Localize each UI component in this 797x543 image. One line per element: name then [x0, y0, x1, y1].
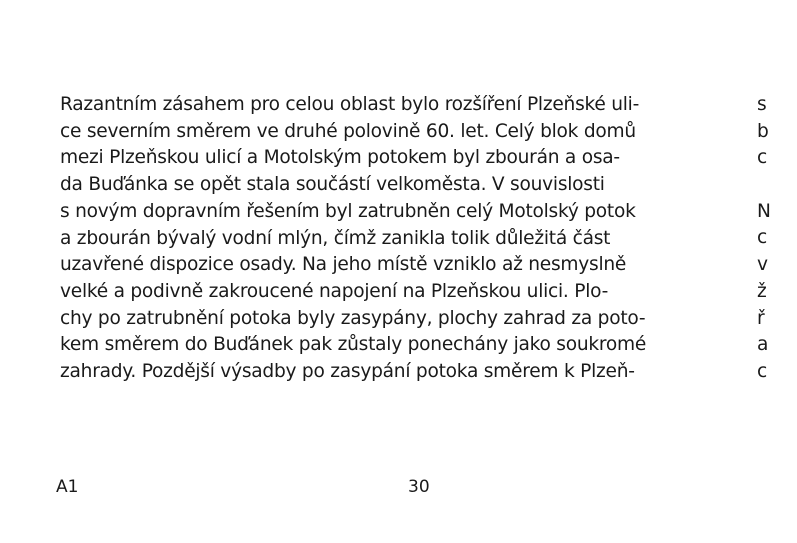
text-line: s novým dopravním řešením byl zatrubněn celý Motolský potok [60, 200, 636, 222]
fragment-line: v [757, 254, 769, 276]
section-label: A1 [56, 477, 79, 497]
fragment-line: ř [757, 307, 765, 329]
page-number: 30 [408, 477, 430, 497]
fragment-line: c [757, 147, 768, 169]
text-line: uzavřené dispozice osady. Na jeho místě vzniklo až nesmyslně [60, 254, 627, 276]
fragment-line [757, 172, 797, 199]
fragment-line: c [757, 360, 768, 382]
text-line: kem směrem do Buďánek pak zůstaly ponechány jako soukromé [60, 334, 647, 356]
text-line: mezi Plzeňskou ulicí a Motolským potokem byl zbourán a osa- [60, 147, 620, 169]
fragment-line: s [757, 94, 767, 115]
text-line: da Buďánka se opět stala součástí velkoměsta. V souvislosti [60, 174, 605, 196]
text-line: velké a podivně zakroucené napojení na Plzeňskou ulici. Plo- [60, 280, 609, 302]
next-column-fragment [757, 92, 797, 386]
fragment-line: a [757, 334, 769, 356]
fragment-line: c [757, 227, 768, 249]
text-line: a zbourán bývalý vodní mlýn, čímž zanikla tolik důležitá část [60, 227, 611, 249]
fragment-line: ž [757, 280, 767, 302]
text-line: chy po zatrubnění potoka byly zasypány, plochy zahrad za poto- [60, 307, 646, 329]
fragment-line: N [757, 200, 771, 222]
text-line: Razantním zásahem pro celou oblast bylo rozšíření Plzeňské uli- [60, 94, 640, 115]
main-text-column [60, 92, 720, 386]
text-line: ce severním směrem ve druhé polovině 60. let. Celý blok domů [60, 120, 636, 142]
fragment-line: b [757, 120, 769, 142]
text-line: zahrady. Pozdější výsadby po zasypání potoka směrem k Plzeň- [60, 361, 635, 383]
